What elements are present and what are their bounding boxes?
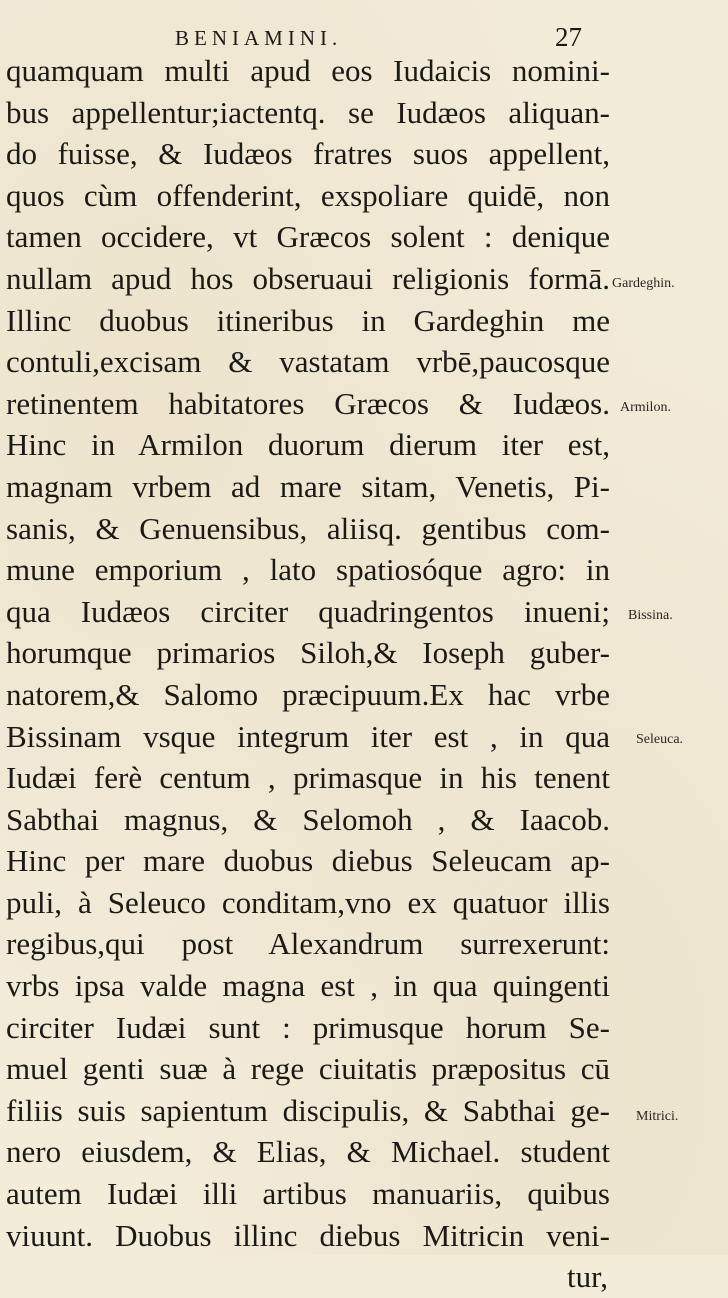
text-line: Bissinam vsque integrum iter est , in qua — [6, 718, 610, 754]
marginal-note-armilon: Armilon. — [620, 400, 671, 415]
text-line: bus appellentur;iactentq. se Iudæos aliquan- — [6, 94, 610, 130]
text-line: mune emporium , lato spatiosóque agro: in — [6, 552, 610, 588]
text-line: circiter Iudæi sunt : primusque horum Se- — [6, 1009, 610, 1045]
text-line-catchword: tur, — [567, 1259, 608, 1295]
text-line: magnam vrbem ad mare sitam, Venetis, Pi- — [6, 468, 610, 504]
text-line: Iudæi ferè centum , primasque in his tenent — [6, 760, 610, 796]
text-line: Sabthai magnus, & Selomoh , & Iaacob. — [6, 801, 610, 837]
text-line: quos cùm offenderint, exspoliare quidē, non — [6, 177, 610, 213]
text-line: do fuisse, & Iudæos fratres suos appellent, — [6, 136, 610, 172]
running-title: BENIAMINI. — [175, 26, 343, 50]
text-line: Hinc per mare duobus diebus Seleucam ap- — [6, 843, 610, 879]
marginal-note-seleuca: Seleuca. — [636, 732, 684, 747]
marginal-note-bissina: Bissina. — [628, 608, 673, 623]
text-line: regibus,qui post Alexandrum surrexerunt: — [6, 926, 610, 962]
text-line: nero eiusdem, & Elias, & Michael. student — [6, 1134, 610, 1170]
text-line: contuli,excisam & vastatam vrbē,paucosque — [6, 344, 610, 380]
text-line: quamquam multi apud eos Iudaicis nomini- — [6, 53, 610, 88]
text-line: tamen occidere, vt Græcos solent : denique — [6, 219, 610, 255]
marginal-note-gardeghin: Gardeghin. — [612, 276, 675, 291]
text-line: muel genti suæ à rege ciuitatis præpositus cū — [6, 1051, 610, 1087]
page-number: 27 — [555, 22, 582, 52]
text-line: autem Iudæi illi artibus manuariis, quibus — [6, 1176, 610, 1212]
text-line: vrbs ipsa valde magna est , in qua quingenti — [6, 968, 610, 1004]
text-line: sanis, & Genuensibus, aliisq. gentibus com- — [6, 510, 610, 546]
text-line: qua Iudæos circiter quadringentos inueni; — [6, 593, 610, 629]
text-line: Illinc duobus itineribus in Gardeghin me — [6, 302, 610, 338]
text-line: retinentem habitatores Græcos & Iudæos. — [6, 385, 610, 421]
text-line: natorem,& Salomo præcipuum.Ex hac vrbe — [6, 676, 610, 712]
text-line: Hinc in Armilon duorum dierum iter est, — [6, 427, 610, 463]
marginal-note-mitrici: Mitrici. — [636, 1109, 679, 1124]
body-text — [6, 50, 610, 1298]
text-line: viuunt. Duobus illinc diebus Mitricin veni- — [6, 1217, 610, 1253]
text-line: horumque primarios Siloh,& Ioseph guber- — [6, 635, 610, 671]
text-line: nullam apud hos obseruaui religionis formā. — [6, 260, 610, 296]
text-line: filiis suis sapientum discipulis, & Sabthai ge- — [6, 1092, 610, 1128]
text-line: puli, à Seleuco conditam,vno ex quatuor illis — [6, 884, 610, 920]
